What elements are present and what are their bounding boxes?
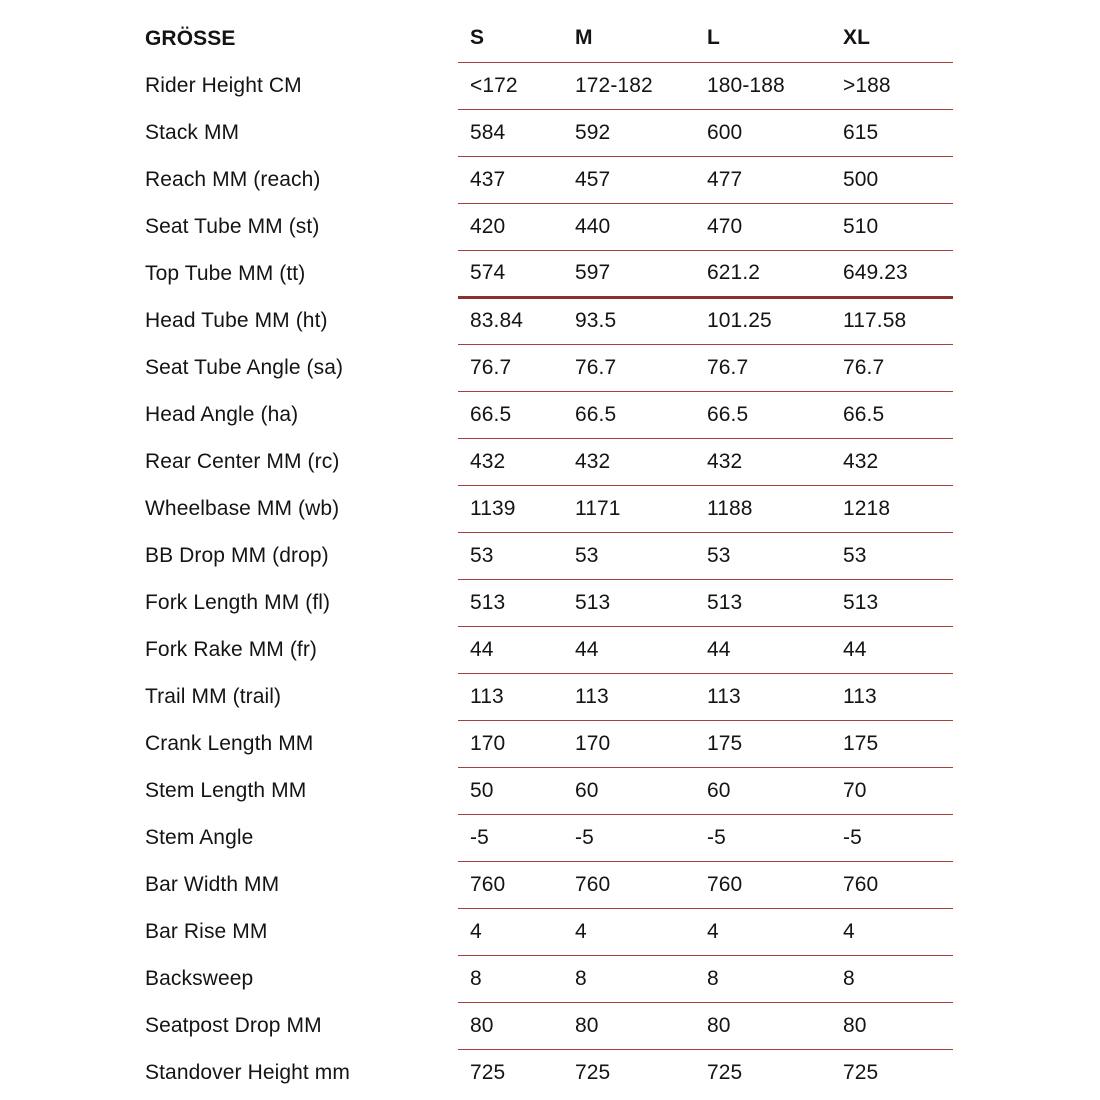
cell-value: 432 — [695, 438, 831, 485]
cell-value: 117.58 — [831, 297, 953, 344]
cell-value: 600 — [695, 109, 831, 156]
cell-value: 8 — [831, 955, 953, 1002]
cell-value: 83.84 — [458, 297, 563, 344]
row-label: Bar Rise MM — [145, 919, 268, 943]
row-label: Seat Tube MM (st) — [145, 214, 320, 238]
cell-value: 597 — [563, 250, 695, 297]
cell-value: 725 — [575, 1060, 611, 1084]
cell-value: 60 — [563, 767, 695, 814]
cell-value: 60 — [695, 767, 831, 814]
table-row — [145, 156, 953, 203]
table-row — [145, 344, 953, 391]
cell-value: 457 — [563, 156, 695, 203]
cell-value: -5 — [458, 814, 563, 861]
row-label: Stem Angle — [145, 825, 254, 849]
cell-value: 4 — [458, 908, 563, 955]
cell-value: 432 — [458, 438, 563, 485]
cell-value: 4 — [563, 908, 695, 955]
cell-value: 513 — [831, 579, 953, 626]
cell-value: 4 — [831, 908, 953, 955]
header-row — [145, 15, 953, 62]
cell-value: 53 — [831, 532, 953, 579]
cell-value: 584 — [458, 109, 563, 156]
geometry-table — [145, 15, 953, 1096]
table-row — [145, 1002, 953, 1049]
col-header-xl: XL — [831, 15, 953, 62]
table-row — [145, 62, 953, 109]
cell-value: 53 — [695, 532, 831, 579]
cell-value: 113 — [695, 673, 831, 720]
row-label: Standover Height mm — [145, 1060, 350, 1084]
cell-value: 725 — [470, 1060, 506, 1084]
table-row — [145, 297, 953, 344]
cell-value: 172-182 — [563, 62, 695, 109]
table-row — [145, 814, 953, 861]
cell-value: 760 — [563, 861, 695, 908]
cell-value: 80 — [563, 1002, 695, 1049]
row-label: Wheelbase MM (wb) — [145, 496, 340, 520]
table-row — [145, 955, 953, 1002]
cell-value: 432 — [831, 438, 953, 485]
row-label: Seat Tube Angle (sa) — [145, 355, 344, 379]
row-label: Bar Width MM — [145, 872, 280, 896]
row-label: Backsweep — [145, 966, 254, 990]
table-row — [145, 485, 953, 532]
cell-value: 180-188 — [695, 62, 831, 109]
cell-value: -5 — [831, 814, 953, 861]
cell-value: 615 — [831, 109, 953, 156]
col-header-l: L — [695, 15, 831, 62]
table-row — [145, 438, 953, 485]
cell-value: 725 — [843, 1060, 879, 1084]
cell-value: 76.7 — [458, 344, 563, 391]
table-row — [145, 767, 953, 814]
cell-value: 477 — [695, 156, 831, 203]
table-row — [145, 1049, 953, 1096]
table-row — [145, 673, 953, 720]
cell-value: 8 — [695, 955, 831, 1002]
cell-value: 4 — [695, 908, 831, 955]
cell-value: 44 — [831, 626, 953, 673]
cell-value: 725 — [707, 1060, 743, 1084]
cell-value: 470 — [695, 203, 831, 250]
cell-value: 621.2 — [695, 250, 831, 297]
cell-value: 44 — [695, 626, 831, 673]
cell-value: 76.7 — [695, 344, 831, 391]
cell-value: 76.7 — [831, 344, 953, 391]
cell-value: 8 — [563, 955, 695, 1002]
row-label: Head Angle (ha) — [145, 402, 299, 426]
cell-value: -5 — [563, 814, 695, 861]
cell-value: 760 — [458, 861, 563, 908]
row-label: Head Tube MM (ht) — [145, 308, 328, 332]
cell-value: 437 — [458, 156, 563, 203]
cell-value: 1218 — [831, 485, 953, 532]
row-label: Rear Center MM (rc) — [145, 449, 340, 473]
row-label: Trail MM (trail) — [145, 684, 282, 708]
table-row — [145, 861, 953, 908]
cell-value: 76.7 — [563, 344, 695, 391]
cell-value: 44 — [458, 626, 563, 673]
cell-value: 432 — [563, 438, 695, 485]
row-label: Seatpost Drop MM — [145, 1013, 322, 1037]
cell-value: 574 — [458, 250, 563, 297]
table-row — [145, 203, 953, 250]
cell-value: 760 — [831, 861, 953, 908]
row-label: Top Tube MM (tt) — [145, 261, 306, 285]
cell-value: 113 — [458, 673, 563, 720]
cell-value: 66.5 — [458, 391, 563, 438]
cell-value: 760 — [695, 861, 831, 908]
cell-value: 93.5 — [563, 297, 695, 344]
cell-value: 510 — [831, 203, 953, 250]
cell-value: 175 — [831, 720, 953, 767]
cell-value: <172 — [458, 62, 563, 109]
cell-value: 113 — [563, 673, 695, 720]
cell-value: 113 — [831, 673, 953, 720]
table-row — [145, 908, 953, 955]
cell-value: 53 — [563, 532, 695, 579]
cell-value: 8 — [458, 955, 563, 1002]
cell-value: 592 — [563, 109, 695, 156]
cell-value: 80 — [831, 1002, 953, 1049]
table-row — [145, 109, 953, 156]
cell-value: 50 — [458, 767, 563, 814]
table-row — [145, 391, 953, 438]
row-label: Rider Height CM — [145, 73, 302, 97]
cell-value: 513 — [695, 579, 831, 626]
cell-value: 500 — [831, 156, 953, 203]
row-label: Fork Rake MM (fr) — [145, 637, 318, 661]
table-row — [145, 626, 953, 673]
cell-value: 1171 — [563, 485, 695, 532]
cell-value: 44 — [563, 626, 695, 673]
cell-value: 1188 — [695, 485, 831, 532]
row-label: Stack MM — [145, 120, 240, 144]
cell-value: 170 — [563, 720, 695, 767]
size-header-label: GRÖSSE — [145, 26, 236, 50]
cell-value: 66.5 — [831, 391, 953, 438]
cell-value: 1139 — [458, 485, 563, 532]
cell-value: 440 — [563, 203, 695, 250]
cell-value: 649.23 — [831, 250, 953, 297]
row-label: Crank Length MM — [145, 731, 314, 755]
cell-value: -5 — [695, 814, 831, 861]
cell-value: 513 — [563, 579, 695, 626]
cell-value: 80 — [458, 1002, 563, 1049]
cell-value: 170 — [458, 720, 563, 767]
row-label: Stem Length MM — [145, 778, 307, 802]
cell-value: 53 — [458, 532, 563, 579]
cell-value: 513 — [458, 579, 563, 626]
table-row — [145, 579, 953, 626]
cell-value: 420 — [458, 203, 563, 250]
cell-value: 80 — [695, 1002, 831, 1049]
cell-value: 70 — [831, 767, 953, 814]
cell-value: 175 — [695, 720, 831, 767]
table-row — [145, 250, 953, 297]
table-row — [145, 720, 953, 767]
row-label: Fork Length MM (fl) — [145, 590, 331, 614]
col-header-s: S — [458, 15, 563, 62]
cell-value: >188 — [831, 62, 953, 109]
table-row — [145, 532, 953, 579]
cell-value: 66.5 — [563, 391, 695, 438]
cell-value: 66.5 — [695, 391, 831, 438]
row-label: BB Drop MM (drop) — [145, 543, 329, 567]
row-label: Reach MM (reach) — [145, 167, 321, 191]
col-header-m: M — [563, 15, 695, 62]
cell-value: 101.25 — [695, 297, 831, 344]
